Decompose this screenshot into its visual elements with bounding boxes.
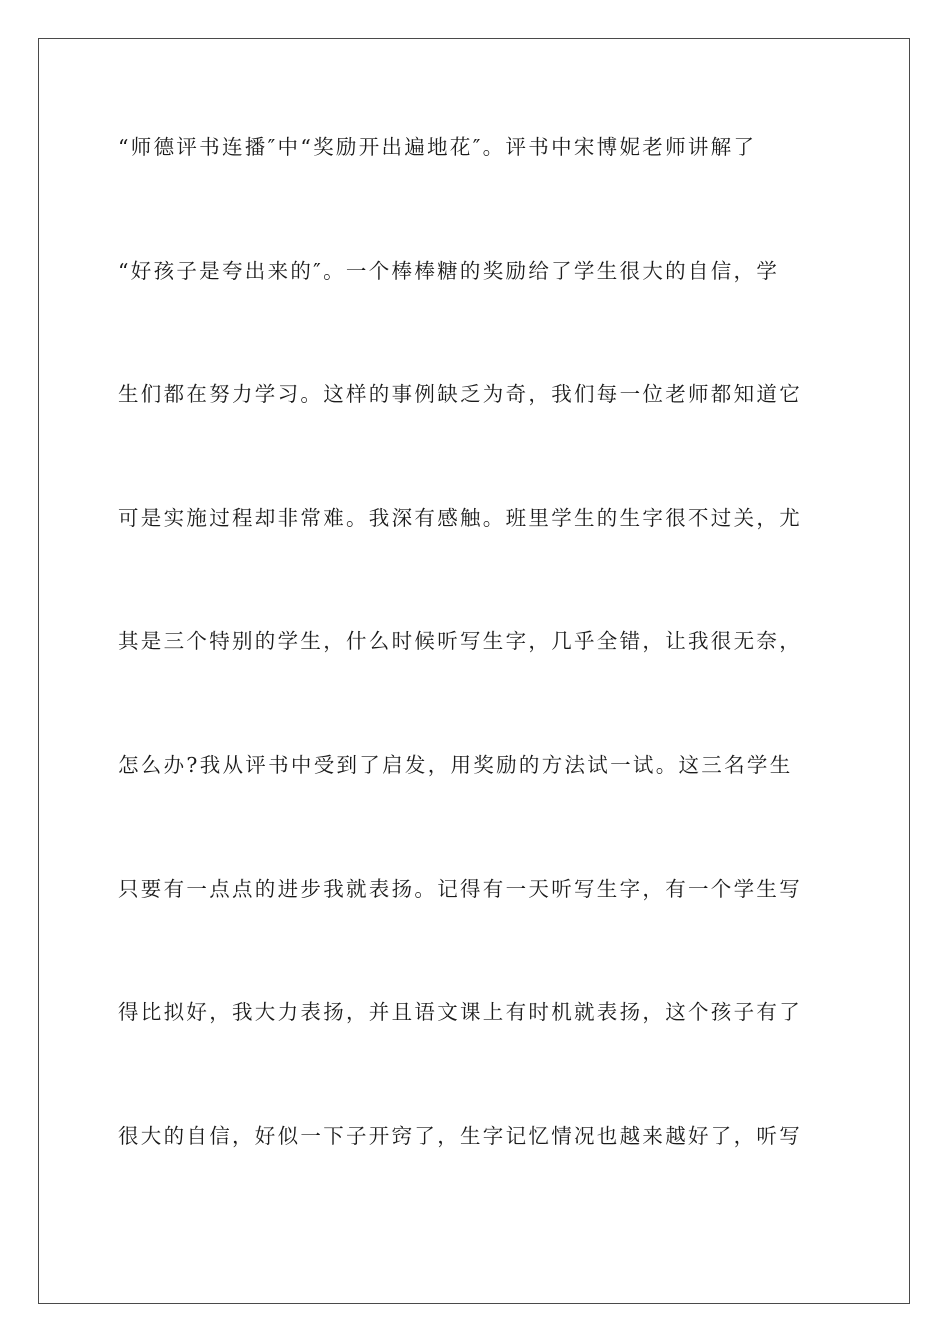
document-body — [118, 130, 838, 1242]
text-line-6: 怎么办?我从评书中受到了启发，用奖励的方法试一试。这三名学生 — [118, 752, 793, 777]
text-line-3: 生们都在努力学习。这样的事例缺乏为奇，我们每一位老师都知道它 — [118, 382, 802, 407]
text-line-2: “好孩子是夸出来的″。一个棒棒糖的奖励给了学生很大的自信，学 — [118, 258, 780, 283]
text-line-1: “师德评书连播″中“奖励开出遍地花″。评书中宋博妮老师讲解了 — [118, 135, 757, 159]
text-line-8: 得比拟好，我大力表扬，并且语文课上有时机就表扬，这个孩子有了 — [118, 1000, 802, 1025]
text-line-4: 可是实施过程却非常难。我深有感触。班里学生的生字很不过关，尤 — [118, 505, 802, 530]
text-line-5: 其是三个特别的学生，什么时候听写生字，几乎全错，让我很无奈， — [118, 629, 802, 654]
text-line-7: 只要有一点点的进步我就表扬。记得有一天听写生字，有一个学生写 — [118, 876, 802, 901]
text-line-9: 很大的自信，好似一下子开窍了，生字记忆情况也越来越好了，听写 — [118, 1123, 802, 1148]
